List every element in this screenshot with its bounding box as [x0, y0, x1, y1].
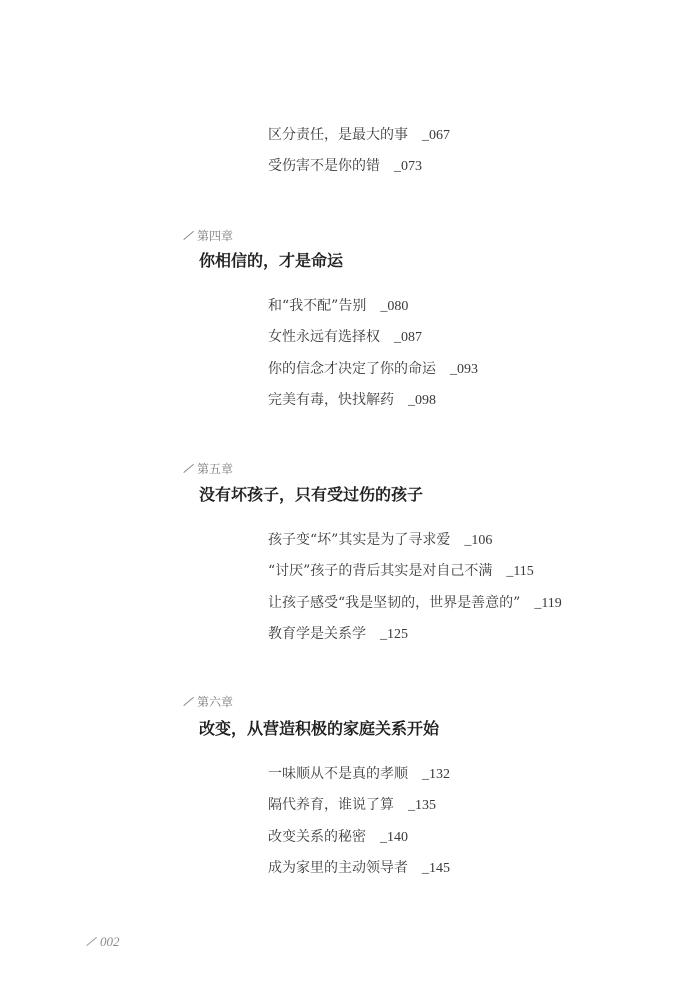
toc-entry-title: 一味顺从不是真的孝顺	[268, 766, 408, 782]
toc-entry-title: 女性永远有选择权	[268, 329, 380, 345]
toc-entry-page: _106	[464, 533, 493, 548]
slash-icon	[183, 462, 195, 474]
toc-entry[interactable]	[268, 531, 492, 550]
toc-entry-page: _140	[380, 830, 408, 845]
page-number	[86, 934, 120, 950]
chapter-label	[183, 694, 233, 710]
toc-entry[interactable]	[268, 796, 436, 815]
toc-entry-page: _080	[380, 299, 409, 314]
toc-entry-title: 受伤害不是你的错	[268, 158, 380, 174]
slash-icon	[183, 229, 195, 241]
toc-entry-page: _125	[380, 627, 408, 642]
toc-entry-title: 让孩子感受“我是坚韧的，世界是善意的”	[268, 595, 521, 611]
slash-icon	[86, 935, 98, 947]
toc-entry-title: 和“我不配”告别	[268, 298, 367, 314]
toc-entry[interactable]	[268, 391, 436, 410]
chapter-label-text: 第六章	[197, 695, 234, 709]
toc-entry-title: 隔代养育，谁说了算	[268, 797, 394, 813]
toc-entry-title: 成为家里的主动领导者	[268, 860, 408, 876]
toc-entry[interactable]	[268, 828, 408, 847]
toc-entry[interactable]	[268, 297, 408, 316]
toc-entry-page: _098	[408, 393, 436, 408]
toc-entry-title: 改变关系的秘密	[268, 829, 366, 845]
chapter-label	[183, 461, 233, 477]
toc-entry-title: 你的信念才决定了你的命运	[268, 361, 436, 377]
toc-entry-title: 完美有毒，快找解药	[268, 392, 394, 408]
toc-entry[interactable]	[268, 625, 408, 644]
chapter-label	[183, 228, 233, 244]
toc-entry-page: _145	[422, 861, 450, 876]
toc-entry-page: _073	[394, 159, 422, 174]
toc-entry[interactable]	[268, 360, 478, 379]
toc-entry[interactable]	[268, 157, 422, 176]
chapter-label-text: 第五章	[197, 462, 234, 476]
toc-entry[interactable]	[268, 859, 450, 878]
chapter-title: 你相信的，才是命运	[199, 251, 344, 270]
toc-entry-page: _067	[422, 128, 450, 143]
toc-entry[interactable]	[268, 328, 422, 347]
slash-icon	[183, 695, 195, 707]
chapter-label-text: 第四章	[197, 229, 234, 243]
toc-entry-title: 教育学是关系学	[268, 626, 366, 642]
toc-entry-page: _119	[534, 596, 562, 611]
toc-entry-title: 区分责任，是最大的事	[268, 127, 408, 143]
toc-entry-title: 孩子变“坏”其实是为了寻求爱	[268, 532, 451, 548]
toc-entry[interactable]	[268, 765, 450, 784]
toc-entry-page: _132	[422, 767, 450, 782]
toc-entry-title: “讨厌”孩子的背后其实是对自己不满	[268, 563, 493, 579]
chapter-title: 没有坏孩子，只有受过伤的孩子	[199, 485, 424, 504]
toc-entry-page: _135	[408, 798, 436, 813]
toc-entry-page: _093	[450, 362, 478, 377]
page-number-text: 002	[100, 934, 120, 949]
toc-entry[interactable]	[268, 594, 562, 613]
toc-entry[interactable]	[268, 126, 450, 145]
toc-entry-page: _087	[394, 330, 422, 345]
toc-entry-page: _115	[506, 564, 534, 579]
toc-entry[interactable]	[268, 562, 534, 581]
chapter-title: 改变，从营造积极的家庭关系开始	[199, 719, 440, 738]
